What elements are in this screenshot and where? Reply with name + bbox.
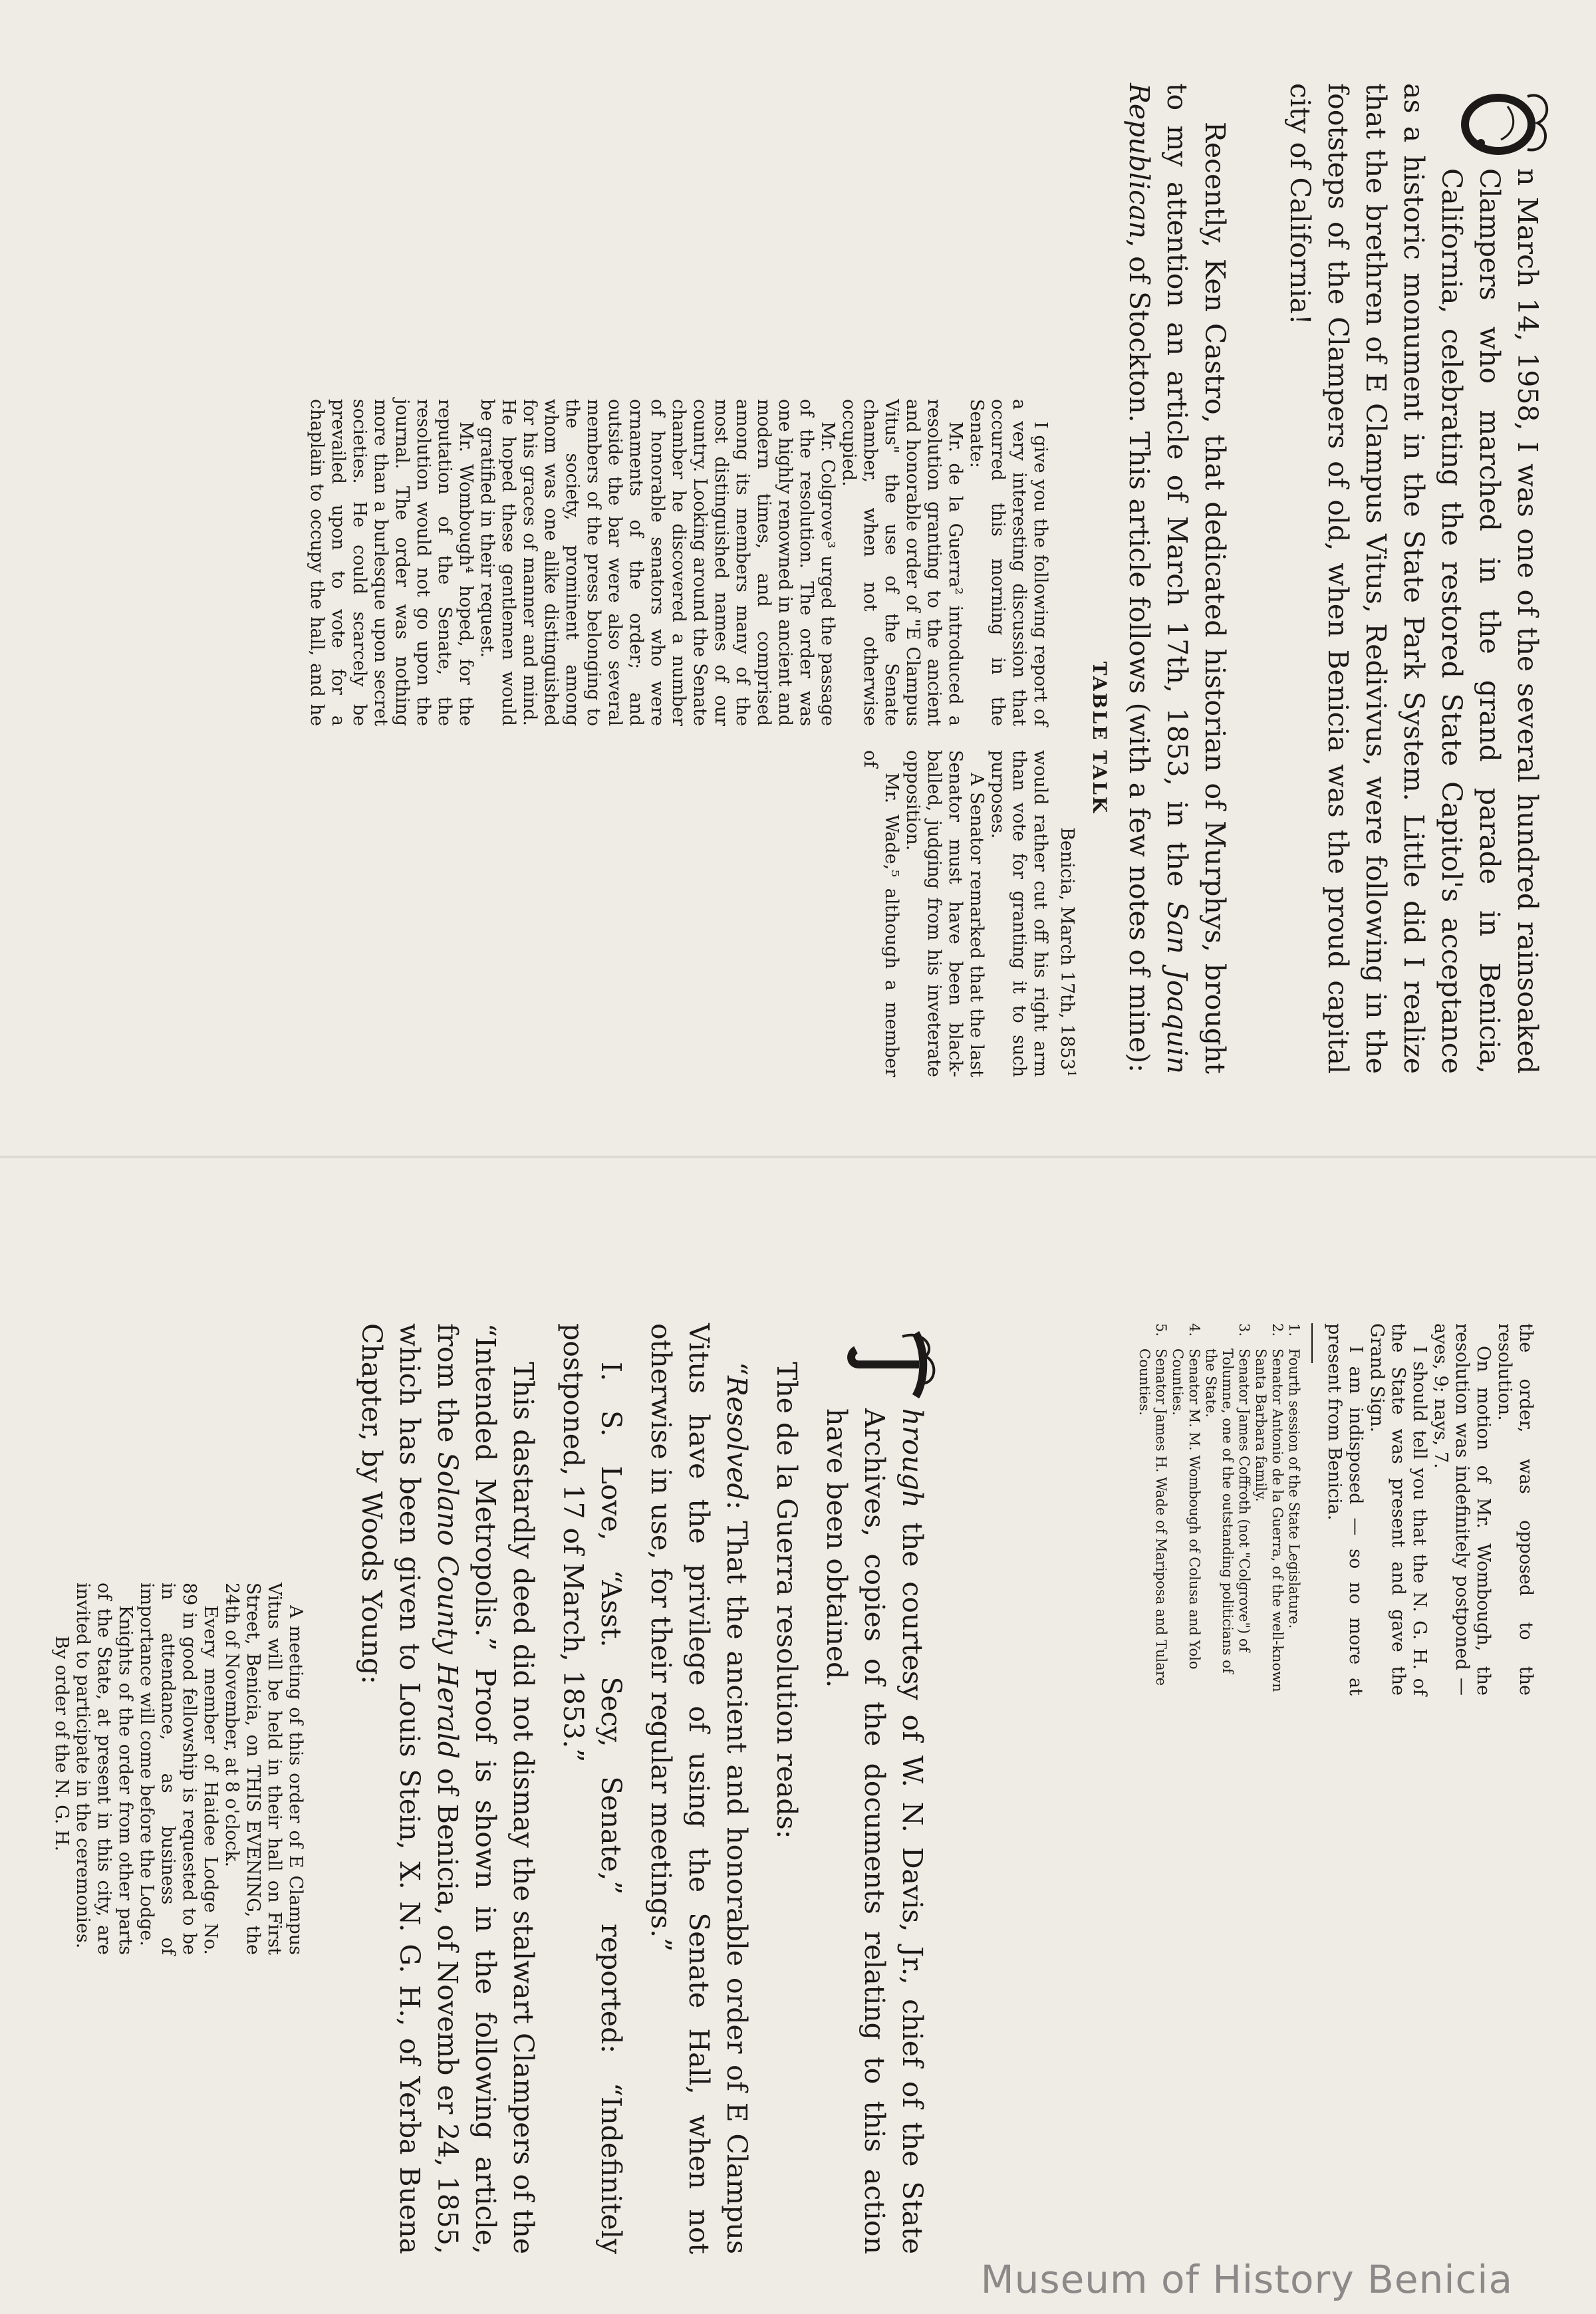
footnote-number: 1. <box>1286 1323 1302 1337</box>
article-paragraph: Mr. Wombough⁴ hoped, for the reputation of the Senate, the resolution would not go upon the journal. The order was nothing more than a burlesque upon secret societies. He could scarcely be prevailed upon to vote for a chaplain to occupy the hall, and he would rather cut off his right arm than vote for granting it to such purposes. <box>307 399 1051 1077</box>
continuation-paragraph: the order, was opposed to the resolution. <box>1494 1323 1536 1696</box>
recently-block <box>1120 83 1234 1074</box>
footnotes-list <box>1136 1323 1302 1696</box>
footnote-number: 5. <box>1153 1323 1169 1337</box>
footnote-text: Senator M. M. Wombough of Colusa and Yolo Counties. <box>1170 1349 1202 1670</box>
article-paragraph: Mr. Wade,⁵ although a member of <box>860 750 902 1077</box>
continuation-paragraph: On motion of Mr. Wombough, the resolution was indefinitely postponed — ayes, 9; nays, 7. <box>1430 1323 1494 1696</box>
resolution-intro: The de la Guerra resolution reads: <box>771 1362 803 1839</box>
footnote <box>1169 1323 1202 1696</box>
intro-text: n March 14, 1958, I was one of the several hundred rainsoaked Clampers who marched in the grand parade in Benicia, California, celebrating the restored State Capitol's acceptance as a historic monument in the State Park System. Little did I realize that the brethren of E Clampus Vitus, Redivivus, were following in the footsteps of the Clampers of old, when Benicia was the proud capital city of California! <box>1284 83 1543 1074</box>
recently-before: Recently, Ken Castro, that dedicated historian of Murphys, brought to my attention an article of March 17th, 1853, in the <box>1161 83 1231 1074</box>
notice-paragraph: Knights of the order from other parts of the State, at present in this city, are invited to participate in the ceremonies. <box>72 1583 136 1955</box>
ornamental-initial-o-icon <box>1461 83 1554 162</box>
resolution-text: : That the ancient and honorable order of E Clampus Vitus have the privilege of using the Senate Hall, when not otherwise in use, for their regular meetings.” <box>645 1323 753 2254</box>
notice-signature: By order of the N. G. H. <box>51 1636 72 1852</box>
footnote <box>1202 1323 1252 1696</box>
notice-paragraph: A meeting of this order of E Clampus Vitus will be held in their hall on First Street, Benicia, on THIS EVENING, the 24th of November, at 8 o'clock. <box>221 1583 306 1955</box>
article-columns <box>286 399 1051 1077</box>
footnote <box>1136 1323 1169 1696</box>
article-paragraph: A Senator remarked that the last Senator must have been black-balled, judging from his inveterate opposition. <box>902 750 987 1077</box>
continuation-block <box>1136 1323 1536 1696</box>
dateline-footnote-mark: 1 <box>1065 1070 1078 1077</box>
footnote-divider <box>1311 1323 1313 1363</box>
footnote <box>1285 1323 1302 1696</box>
footnote-number: 4. <box>1186 1323 1202 1337</box>
intro-paragraph <box>1281 83 1546 1074</box>
love-report-paragraph: I. S. Love, “Asst. Secy, Senate,” reported: “Indefinitely postponed, 17 of March, 1853.” <box>557 1323 627 2254</box>
footnote-text: Senator James H. Wade of Mariposa and Tulare Counties. <box>1136 1349 1169 1686</box>
deed-before: This dastardly deed did not dismay the stalwart Clampers of the “Intended Metropolis.” Proof is shown in the following article, from the <box>432 1323 539 2254</box>
deed-after: of Benicia, of Novemb er 24, 1855, which has been given to Louis Stein, X. N. G. H., of Yerba Buena Chapter, by Woods Young: <box>356 1323 464 2254</box>
intro-block <box>1281 83 1546 1074</box>
footnote-number: 3. <box>1236 1323 1252 1337</box>
through-block <box>352 1323 931 2254</box>
ornamental-initial-t-icon <box>846 1323 939 1402</box>
through-text: the courtesy of W. N. Davis, Jr., chief of the State Archives, copies of the documents relating to this action have been obtained. <box>821 1408 928 2254</box>
center-fold <box>0 1156 1596 1158</box>
continuation-paragraph: I am indisposed — so no more at present from Benicia. <box>1324 1323 1366 1696</box>
resolution-paragraph <box>642 1323 755 2254</box>
newspaper-name: San Joaquin Republican <box>1123 83 1193 1074</box>
table-talk-article <box>286 399 1111 1077</box>
meeting-notice <box>51 1583 306 1955</box>
footnote-text: Senator James Coffroth (not "Colgrove") of Tolumne, one of the outstanding politicians of the State. <box>1203 1349 1252 1674</box>
through-paragraph <box>817 1323 931 2254</box>
resolution-open-quote: “ <box>721 1362 753 1376</box>
footnote-text: Senator Antonio de la Guerra, of the well-known Santa Barbara family. <box>1253 1349 1285 1692</box>
article-paragraph: Mr. de la Guerra² introduced a resolution granting to the ancient and honorable order of "E Clampus Vitus" the use of the Senate chamber, when not otherwise occupied. <box>839 399 966 726</box>
continuation-paragraph: I should tell you that the N. G. H. of the State was present and gave the Grand Sign. <box>1367 1323 1430 1696</box>
article-paragraph: Mr. Colgrove³ urged the passage of the resolution. The order was one highly renowned in ancient and modern times, and comprised among its members many of the most distinguished names of our country. Looking around the Senate chamber he discovered a number of honorable senators who were ornaments of the order; and outside the bar were also several members of the press belonging to the society, prominent among whom was one alike distinguished for his graces of manner and mind. He hoped these gentlemen would be gratified in their request. <box>477 399 838 726</box>
footnote-number: 2. <box>1269 1323 1285 1337</box>
article-title: TABLE TALK <box>1089 661 1111 815</box>
recently-after: , of Stockton. This article follows (with a few notes of mine): <box>1123 239 1155 1073</box>
deed-paragraph <box>352 1323 542 2254</box>
dateline-text: Benicia, March 17th, 1853 <box>1057 827 1077 1071</box>
museum-watermark: Museum of History Benicia <box>980 2257 1513 2302</box>
article-paragraph: I give you the following report of a very interesting discussion that occurred this morning in the Senate: <box>966 399 1051 726</box>
resolution-italic: Resolved <box>721 1375 753 1501</box>
footnote <box>1252 1323 1285 1696</box>
herald-name: Solano County Herald <box>432 1452 464 1759</box>
notice-paragraph: Every member of Haidee Lodge No. 89 in good fellowship is requested to be in attendance, as business of importance will come before the Lodge. <box>136 1583 221 1955</box>
article-dateline <box>1056 399 1082 1077</box>
through-italic: hrough <box>896 1408 928 1508</box>
recently-paragraph <box>1120 83 1234 1074</box>
footnote-text: Fourth session of the State Legislature. <box>1286 1349 1302 1629</box>
